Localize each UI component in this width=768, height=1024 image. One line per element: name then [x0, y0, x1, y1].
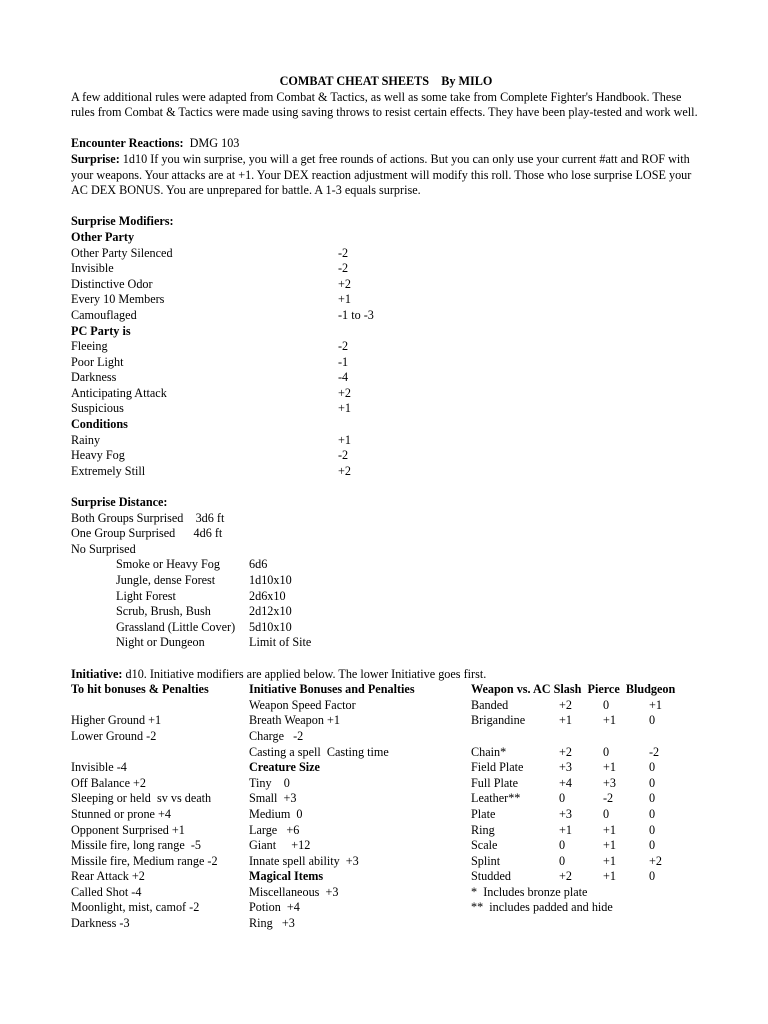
bludgeon-value: 0	[649, 713, 656, 728]
armor-name: Brigandine	[471, 713, 526, 728]
modifier-value: -2	[338, 261, 349, 276]
distance-row	[71, 573, 701, 589]
modifier-label: Camouflaged	[71, 307, 137, 322]
modifier-row	[71, 433, 701, 449]
page-title: COMBAT CHEAT SHEETS By MILO	[279, 74, 493, 88]
initiative-item: Innate spell ability +3	[249, 853, 359, 868]
armor-row	[471, 854, 701, 870]
slash-value	[559, 729, 603, 745]
distance-label: Night or Dungeon	[116, 635, 205, 650]
modifier-value: -1	[338, 354, 349, 369]
distance-value: 2d6x10	[249, 588, 286, 603]
modifier-label: Fleeing	[71, 339, 108, 354]
surprise-modifiers-list	[71, 230, 701, 480]
modifier-group-heading: Conditions	[71, 417, 128, 432]
armor-name: Field Plate	[471, 760, 524, 775]
armor-row	[471, 838, 701, 854]
to-hit-item: Lower Ground -2	[71, 728, 157, 743]
to-hit-item: Called Shot -4	[71, 884, 142, 899]
modifier-group-heading: Other Party	[71, 229, 135, 244]
modifier-value: +2	[338, 385, 351, 400]
modifier-value: -2	[338, 245, 349, 260]
bludgeon-value: 0	[649, 822, 656, 837]
armor-name	[471, 729, 559, 745]
modifier-row	[71, 355, 701, 371]
bludgeon-value: 0	[649, 806, 656, 821]
initiative-item: Medium 0	[249, 806, 303, 821]
pierce-value: +3	[603, 775, 616, 790]
pierce-value: +1	[603, 838, 616, 853]
armor-row	[471, 869, 701, 885]
encounter-text: DMG 103	[183, 136, 240, 151]
armor-name: Full Plate	[471, 775, 519, 790]
modifier-row	[71, 308, 701, 324]
armor-row	[471, 823, 701, 839]
armor-footnote: ** includes padded and hide	[471, 900, 613, 915]
distance-label: Scrub, Brush, Bush	[116, 604, 211, 619]
initiative-subheading: Magical Items	[249, 869, 324, 884]
pierce-value: -2	[603, 791, 614, 806]
bludgeon-value: -2	[649, 744, 660, 759]
to-hit-item: Off Balance +2	[71, 775, 147, 790]
armor-row	[471, 745, 701, 761]
distance-label: Smoke or Heavy Fog	[116, 557, 220, 572]
distance-value: 2d12x10	[249, 604, 292, 619]
initiative-item: Ring +3	[249, 916, 295, 931]
armor-name: Banded	[471, 697, 509, 712]
modifier-label: Extremely Still	[71, 463, 146, 478]
modifier-row	[71, 401, 701, 417]
armor-name: Leather**	[471, 791, 521, 806]
armor-row	[471, 698, 701, 714]
encounter-reactions	[71, 136, 701, 152]
slash-value: 0	[559, 791, 566, 806]
to-hit-item: Moonlight, mist, camof -2	[71, 900, 200, 915]
slash-value: +3	[559, 760, 572, 775]
bludgeon-value: +1	[649, 697, 662, 712]
armor-name: Scale	[471, 838, 498, 853]
to-hit-item: Darkness -3	[71, 916, 130, 931]
armor-row	[471, 713, 701, 729]
initiative-text: d10. Initiative modifiers are applied below. The lower Initiative goes first.	[122, 666, 487, 681]
modifier-value: +1	[338, 292, 351, 307]
distance-label: Grassland (Little Cover)	[116, 619, 236, 634]
three-column-tables	[71, 682, 701, 932]
modifier-row	[71, 339, 701, 355]
pierce-value: 0	[603, 806, 610, 821]
document-page	[71, 74, 701, 932]
modifier-label: Every 10 Members	[71, 292, 165, 307]
bludgeon-value: 0	[649, 760, 656, 775]
armor-row	[471, 791, 701, 807]
initiative-paragraph	[71, 667, 701, 683]
initiative-item: Giant +12	[249, 838, 311, 853]
distance-row	[71, 620, 701, 636]
pierce-value: 0	[603, 744, 610, 759]
slash-value: 0	[559, 853, 566, 868]
distance-heading: Surprise Distance:	[71, 495, 168, 510]
initiative-item: Casting a spell Casting time	[249, 744, 389, 759]
distance-label: Light Forest	[116, 588, 176, 603]
bludgeon-value	[649, 729, 693, 745]
modifier-row	[71, 448, 701, 464]
armor-name: Ring	[471, 822, 495, 837]
to-hit-item	[71, 698, 249, 714]
initiative-item: Tiny 0	[249, 775, 290, 790]
modifiers-heading: Surprise Modifiers:	[71, 214, 174, 229]
modifier-row	[71, 386, 701, 402]
distance-one: One Group Surprised 4d6 ft	[71, 526, 223, 541]
modifier-row	[71, 261, 701, 277]
modifier-row	[71, 370, 701, 386]
bludgeon-value: 0	[649, 838, 656, 853]
pierce-value	[603, 729, 649, 745]
modifier-label: Other Party Silenced	[71, 245, 173, 260]
initiative-item: Miscellaneous +3	[249, 884, 339, 899]
modifier-label: Suspicious	[71, 401, 124, 416]
slash-value: 0	[559, 838, 566, 853]
modifier-label: Invisible	[71, 261, 114, 276]
modifier-label: Heavy Fog	[71, 448, 125, 463]
distance-row	[71, 589, 701, 605]
armor-name: Chain*	[471, 744, 507, 759]
distance-none: No Surprised	[71, 541, 136, 556]
modifier-row	[71, 246, 701, 262]
armor-row	[471, 729, 701, 745]
to-hit-item: Opponent Surprised +1	[71, 822, 185, 837]
modifier-label: Distinctive Odor	[71, 276, 153, 291]
initiative-item: Weapon Speed Factor	[249, 697, 356, 712]
modifier-value: +1	[338, 432, 351, 447]
distance-value: 1d10x10	[249, 573, 292, 587]
armor-footnote: * Includes bronze plate	[471, 884, 588, 899]
surprise-paragraph	[71, 152, 701, 199]
surprise-text: 1d10 If you win surprise, you will a get free rounds of actions. But you can only use your current #att and ROF with your weapons. Your attacks are at +1. Your DEX reaction adjustment will modify this roll. Those who lose surprise LOSE your AC DEX BONUS. You are unprepared for battle. A 1-3 equals surprise.	[71, 151, 692, 198]
to-hit-item: Rear Attack +2	[71, 869, 145, 884]
pierce-value: +1	[603, 822, 616, 837]
slash-value: +3	[559, 806, 572, 821]
pierce-value: +1	[603, 713, 616, 728]
modifier-value: +2	[338, 463, 351, 478]
modifier-label: Darkness	[71, 370, 117, 385]
encounter-label: Encounter Reactions:	[71, 136, 184, 151]
modifier-row	[71, 277, 701, 293]
bludgeon-value: 0	[649, 791, 656, 806]
initiative-item: Small +3	[249, 791, 297, 806]
pierce-value: +1	[603, 760, 616, 775]
armor-row	[471, 807, 701, 823]
initiative-heading: Initiative Bonuses and Penalties	[249, 682, 415, 697]
distance-value: 6d6	[249, 557, 268, 572]
slash-value: +2	[559, 744, 572, 759]
to-hit-column	[71, 682, 249, 932]
to-hit-item	[71, 745, 249, 761]
modifier-label: Anticipating Attack	[71, 385, 167, 400]
modifier-row	[71, 464, 701, 480]
modifier-value: -2	[338, 339, 349, 354]
initiative-item: Large +6	[249, 822, 300, 837]
intro-paragraph: A few additional rules were adapted from Combat & Tactics, as well as some take from Complete Fighter's Handbook. These rules from Combat & Tactics were made using saving throws to resist certain effects. They have been play-tested and work well.	[71, 89, 698, 120]
modifier-row	[71, 292, 701, 308]
distance-value: Limit of Site	[249, 635, 312, 650]
initiative-item: Breath Weapon +1	[249, 713, 340, 728]
bludgeon-value: 0	[649, 869, 656, 884]
armor-row	[471, 760, 701, 776]
armor-name: Studded	[471, 869, 511, 884]
initiative-label: Initiative:	[71, 666, 123, 681]
to-hit-item: Sleeping or held sv vs death	[71, 791, 212, 806]
slash-value: +2	[559, 869, 572, 884]
bludgeon-value: +2	[649, 853, 662, 868]
distance-row	[71, 557, 701, 573]
initiative-subheading: Creature Size	[249, 760, 320, 775]
slash-value: +2	[559, 697, 572, 712]
distance-row	[71, 604, 701, 620]
to-hit-item: Higher Ground +1	[71, 713, 162, 728]
to-hit-item: Stunned or prone +4	[71, 806, 171, 821]
distance-both: Both Groups Surprised 3d6 ft	[71, 510, 225, 525]
initiative-column	[249, 682, 471, 932]
armor-column	[471, 682, 701, 932]
modifier-value: +2	[338, 276, 351, 291]
modifier-label: Poor Light	[71, 354, 124, 369]
modifier-value: +1	[338, 401, 351, 416]
modifier-value: -2	[338, 448, 349, 463]
distance-list	[71, 557, 701, 651]
modifier-value: -1 to -3	[338, 307, 374, 322]
modifier-value: -4	[338, 370, 349, 385]
slash-value: +1	[559, 713, 572, 728]
to-hit-item: Missile fire, long range -5	[71, 838, 201, 853]
initiative-item: Charge -2	[249, 728, 304, 743]
slash-value: +4	[559, 775, 572, 790]
surprise-label: Surprise:	[71, 151, 120, 166]
to-hit-item: Missile fire, Medium range -2	[71, 853, 218, 868]
pierce-value: +1	[603, 869, 616, 884]
distance-label: Jungle, dense Forest	[116, 573, 216, 587]
slash-value: +1	[559, 822, 572, 837]
distance-row	[71, 635, 701, 651]
armor-name: Plate	[471, 806, 496, 821]
pierce-value: +1	[603, 853, 616, 868]
armor-heading: Weapon vs. AC Slash Pierce Bludgeon	[471, 682, 676, 697]
bludgeon-value: 0	[649, 775, 656, 790]
modifier-group-heading: PC Party is	[71, 323, 131, 338]
to-hit-heading: To hit bonuses & Penalties	[71, 682, 209, 697]
pierce-value: 0	[603, 697, 610, 712]
to-hit-item: Invisible -4	[71, 760, 127, 775]
initiative-item: Potion +4	[249, 900, 300, 915]
armor-row	[471, 776, 701, 792]
modifier-label: Rainy	[71, 432, 101, 447]
armor-name: Splint	[471, 853, 501, 868]
distance-value: 5d10x10	[249, 619, 292, 634]
